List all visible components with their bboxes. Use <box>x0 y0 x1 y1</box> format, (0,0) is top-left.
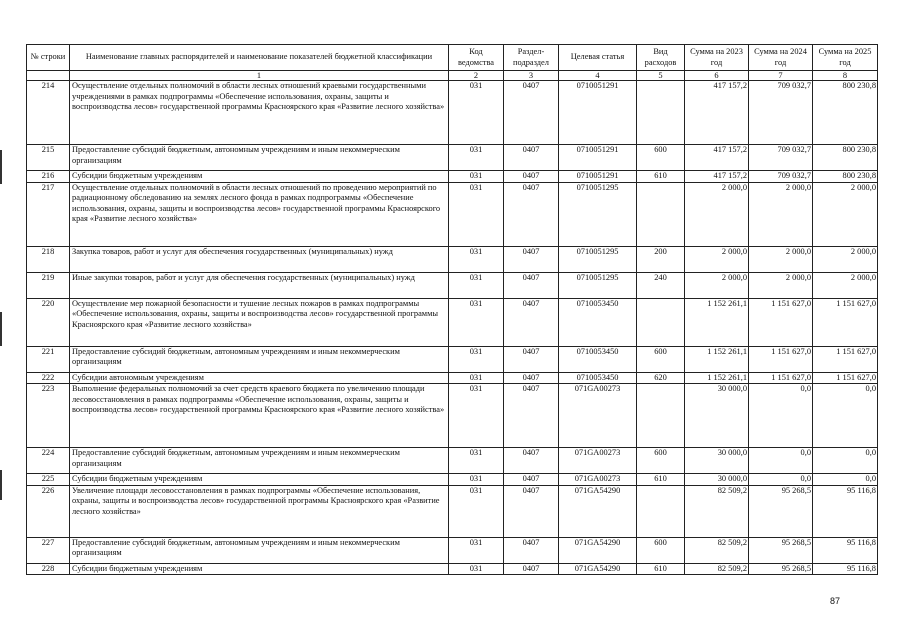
row-section: 0407 <box>504 563 559 575</box>
table-row <box>27 474 878 486</box>
table-row <box>27 384 878 448</box>
table-row <box>27 145 878 171</box>
binding-mark <box>0 312 2 346</box>
row-sum-2024: 0,0 <box>749 448 813 474</box>
row-sum-2023: 417 157,2 <box>685 171 749 183</box>
row-sum-2025: 0,0 <box>813 474 878 486</box>
row-name: Осуществление отдельных полномочий в области лесных отношений краевыми государственными учреждениями в рамках подпрограммы «Обеспечение использования, охраны, защиты и воспроизводства лесов» государственной программы Красноярского края «Развитие лесного хозяйства» <box>70 81 449 145</box>
row-number: 218 <box>27 246 70 272</box>
row-dept-code: 031 <box>449 384 504 448</box>
row-target: 0710053450 <box>559 372 637 384</box>
row-number: 220 <box>27 298 70 346</box>
column-number: 8 <box>813 71 878 81</box>
row-sum-2023: 2 000,0 <box>685 182 749 246</box>
row-name: Предоставление субсидий бюджетным, автономным учреждениям и иным некоммерческим организациям <box>70 346 449 372</box>
row-sum-2023: 30 000,0 <box>685 474 749 486</box>
table-row <box>27 563 878 575</box>
row-dept-code: 031 <box>449 145 504 171</box>
header-name: Наименование главных распорядителей и наименование показателей бюджетной классификации <box>70 45 449 71</box>
row-sum-2023: 2 000,0 <box>685 246 749 272</box>
header-sum-2023: Сумма на 2023 год <box>685 45 749 71</box>
row-sum-2023: 1 152 261,1 <box>685 372 749 384</box>
row-section: 0407 <box>504 474 559 486</box>
row-dept-code: 031 <box>449 298 504 346</box>
row-sum-2024: 2 000,0 <box>749 246 813 272</box>
row-target: 0710051291 <box>559 171 637 183</box>
row-name: Субсидии бюджетным учреждениям <box>70 171 449 183</box>
row-sum-2024: 0,0 <box>749 384 813 448</box>
row-name: Субсидии бюджетным учреждениям <box>70 563 449 575</box>
table-row <box>27 448 878 474</box>
header-sum-2024: Сумма на 2024 год <box>749 45 813 71</box>
row-expense-type: 610 <box>637 171 685 183</box>
row-expense-type <box>637 81 685 145</box>
row-target: 071GA00273 <box>559 474 637 486</box>
row-dept-code: 031 <box>449 272 504 298</box>
header-dept-code: Код ведомства <box>449 45 504 71</box>
row-target: 071GA54290 <box>559 485 637 537</box>
row-target: 0710051295 <box>559 272 637 298</box>
row-sum-2025: 2 000,0 <box>813 272 878 298</box>
row-number: 223 <box>27 384 70 448</box>
row-dept-code: 031 <box>449 485 504 537</box>
binding-mark <box>0 150 2 184</box>
page-number: 87 <box>829 596 840 606</box>
row-expense-type <box>637 298 685 346</box>
row-section: 0407 <box>504 272 559 298</box>
row-dept-code: 031 <box>449 246 504 272</box>
row-number: 228 <box>27 563 70 575</box>
table-row <box>27 81 878 145</box>
row-number: 221 <box>27 346 70 372</box>
row-target: 071GA00273 <box>559 448 637 474</box>
budget-table-page <box>26 44 877 575</box>
table-row <box>27 272 878 298</box>
row-sum-2023: 82 509,2 <box>685 485 749 537</box>
column-number <box>27 71 70 81</box>
row-number: 219 <box>27 272 70 298</box>
row-target: 071GA00273 <box>559 384 637 448</box>
column-number: 5 <box>637 71 685 81</box>
row-name: Субсидии бюджетным учреждениям <box>70 474 449 486</box>
row-sum-2025: 2 000,0 <box>813 246 878 272</box>
row-sum-2023: 417 157,2 <box>685 145 749 171</box>
row-section: 0407 <box>504 537 559 563</box>
row-sum-2023: 30 000,0 <box>685 384 749 448</box>
column-number: 2 <box>449 71 504 81</box>
header-target: Целевая статья <box>559 45 637 71</box>
table-row <box>27 246 878 272</box>
row-expense-type: 610 <box>637 563 685 575</box>
row-section: 0407 <box>504 298 559 346</box>
table-row <box>27 537 878 563</box>
row-sum-2025: 0,0 <box>813 384 878 448</box>
row-expense-type: 240 <box>637 272 685 298</box>
row-sum-2023: 1 152 261,1 <box>685 346 749 372</box>
row-section: 0407 <box>504 246 559 272</box>
row-dept-code: 031 <box>449 346 504 372</box>
table-row <box>27 298 878 346</box>
row-dept-code: 031 <box>449 448 504 474</box>
row-target: 071GA54290 <box>559 537 637 563</box>
row-sum-2024: 2 000,0 <box>749 272 813 298</box>
row-section: 0407 <box>504 171 559 183</box>
row-number: 225 <box>27 474 70 486</box>
table-row <box>27 485 878 537</box>
row-sum-2023: 30 000,0 <box>685 448 749 474</box>
row-dept-code: 031 <box>449 474 504 486</box>
row-expense-type <box>637 384 685 448</box>
row-section: 0407 <box>504 485 559 537</box>
row-target: 0710053450 <box>559 346 637 372</box>
column-number-row <box>27 71 878 81</box>
row-name: Предоставление субсидий бюджетным, автономным учреждениям и иным некоммерческим организациям <box>70 537 449 563</box>
row-sum-2023: 82 509,2 <box>685 537 749 563</box>
row-dept-code: 031 <box>449 182 504 246</box>
row-target: 0710051291 <box>559 145 637 171</box>
row-sum-2024: 2 000,0 <box>749 182 813 246</box>
row-sum-2025: 95 116,8 <box>813 485 878 537</box>
row-sum-2024: 95 268,5 <box>749 537 813 563</box>
row-sum-2025: 1 151 627,0 <box>813 372 878 384</box>
row-sum-2025: 0,0 <box>813 448 878 474</box>
row-name: Увеличение площади лесовосстановления в рамках подпрограммы «Обеспечение использования, охраны, защиты и воспроизводства лесов» государственной программы Красноярского края «Развитие лесного хозяйства» <box>70 485 449 537</box>
row-name: Выполнение федеральных полномочий за счет средств краевого бюджета по увеличению площади лесовосстановления в рамках подпрограммы «Обеспечение использования, охраны, защиты и воспроизводства лесов» государственной программы Красноярского края «Развитие лесного хозяйства» <box>70 384 449 448</box>
row-sum-2025: 800 230,8 <box>813 81 878 145</box>
row-dept-code: 031 <box>449 563 504 575</box>
row-number: 227 <box>27 537 70 563</box>
row-name: Предоставление субсидий бюджетным, автономным учреждениям и иным некоммерческим организациям <box>70 448 449 474</box>
row-sum-2024: 1 151 627,0 <box>749 346 813 372</box>
row-sum-2023: 82 509,2 <box>685 563 749 575</box>
header-section: Раздел-подраздел <box>504 45 559 71</box>
row-target: 0710051295 <box>559 246 637 272</box>
budget-table <box>26 44 878 575</box>
row-section: 0407 <box>504 182 559 246</box>
row-section: 0407 <box>504 384 559 448</box>
row-expense-type: 610 <box>637 474 685 486</box>
row-target: 0710051295 <box>559 182 637 246</box>
header-row-no: № строки <box>27 45 70 71</box>
row-sum-2025: 800 230,8 <box>813 171 878 183</box>
row-sum-2024: 709 032,7 <box>749 81 813 145</box>
row-sum-2023: 2 000,0 <box>685 272 749 298</box>
row-dept-code: 031 <box>449 81 504 145</box>
row-sum-2025: 95 116,8 <box>813 537 878 563</box>
row-number: 226 <box>27 485 70 537</box>
row-section: 0407 <box>504 81 559 145</box>
row-expense-type <box>637 182 685 246</box>
table-row <box>27 372 878 384</box>
row-expense-type: 600 <box>637 537 685 563</box>
row-expense-type: 600 <box>637 346 685 372</box>
row-expense-type: 620 <box>637 372 685 384</box>
table-row <box>27 182 878 246</box>
row-dept-code: 031 <box>449 171 504 183</box>
row-sum-2025: 2 000,0 <box>813 182 878 246</box>
row-section: 0407 <box>504 346 559 372</box>
row-name: Предоставление субсидий бюджетным, автономным учреждениям и иным некоммерческим организациям <box>70 145 449 171</box>
column-number: 4 <box>559 71 637 81</box>
row-number: 216 <box>27 171 70 183</box>
row-dept-code: 031 <box>449 537 504 563</box>
row-sum-2025: 95 116,8 <box>813 563 878 575</box>
header-row <box>27 45 878 71</box>
header-expense-type: Вид расходов <box>637 45 685 71</box>
row-target: 0710051291 <box>559 81 637 145</box>
row-sum-2025: 800 230,8 <box>813 145 878 171</box>
column-number: 7 <box>749 71 813 81</box>
column-number: 3 <box>504 71 559 81</box>
row-section: 0407 <box>504 372 559 384</box>
table-row <box>27 171 878 183</box>
row-sum-2024: 95 268,5 <box>749 563 813 575</box>
row-sum-2024: 95 268,5 <box>749 485 813 537</box>
column-number: 1 <box>70 71 449 81</box>
row-sum-2025: 1 151 627,0 <box>813 346 878 372</box>
row-expense-type <box>637 485 685 537</box>
row-number: 222 <box>27 372 70 384</box>
row-sum-2024: 709 032,7 <box>749 145 813 171</box>
row-sum-2023: 1 152 261,1 <box>685 298 749 346</box>
row-sum-2024: 0,0 <box>749 474 813 486</box>
row-number: 215 <box>27 145 70 171</box>
row-sum-2023: 417 157,2 <box>685 81 749 145</box>
row-name: Субсидии автономным учреждениям <box>70 372 449 384</box>
row-dept-code: 031 <box>449 372 504 384</box>
row-section: 0407 <box>504 145 559 171</box>
row-sum-2025: 1 151 627,0 <box>813 298 878 346</box>
row-name: Осуществление отдельных полномочий в области лесных отношений по проведению мероприятий по радиационному обследованию на землях лесного фонда в рамках подпрограммы «Обеспечение использования, охраны, защиты и воспроизводства лесов» государственной программы Красноярского края «Развитие лесного хозяйства» <box>70 182 449 246</box>
row-expense-type: 600 <box>637 448 685 474</box>
row-sum-2024: 1 151 627,0 <box>749 298 813 346</box>
row-number: 217 <box>27 182 70 246</box>
row-name: Закупка товаров, работ и услуг для обеспечения государственных (муниципальных) нужд <box>70 246 449 272</box>
row-expense-type: 200 <box>637 246 685 272</box>
table-row <box>27 346 878 372</box>
row-sum-2024: 1 151 627,0 <box>749 372 813 384</box>
header-sum-2025: Сумма на 2025 год <box>813 45 878 71</box>
column-number: 6 <box>685 71 749 81</box>
row-number: 224 <box>27 448 70 474</box>
row-name: Иные закупки товаров, работ и услуг для обеспечения государственных (муниципальных) нужд <box>70 272 449 298</box>
binding-mark <box>0 470 2 500</box>
row-number: 214 <box>27 81 70 145</box>
row-sum-2024: 709 032,7 <box>749 171 813 183</box>
row-name: Осуществление мер пожарной безопасности и тушение лесных пожаров в рамках подпрограммы «Обеспечение использования, охраны, защиты и воспроизводства лесов» государственной программы Красноярского края «Развитие лесного хозяйства» <box>70 298 449 346</box>
row-section: 0407 <box>504 448 559 474</box>
row-target: 071GA54290 <box>559 563 637 575</box>
row-target: 0710053450 <box>559 298 637 346</box>
row-expense-type: 600 <box>637 145 685 171</box>
